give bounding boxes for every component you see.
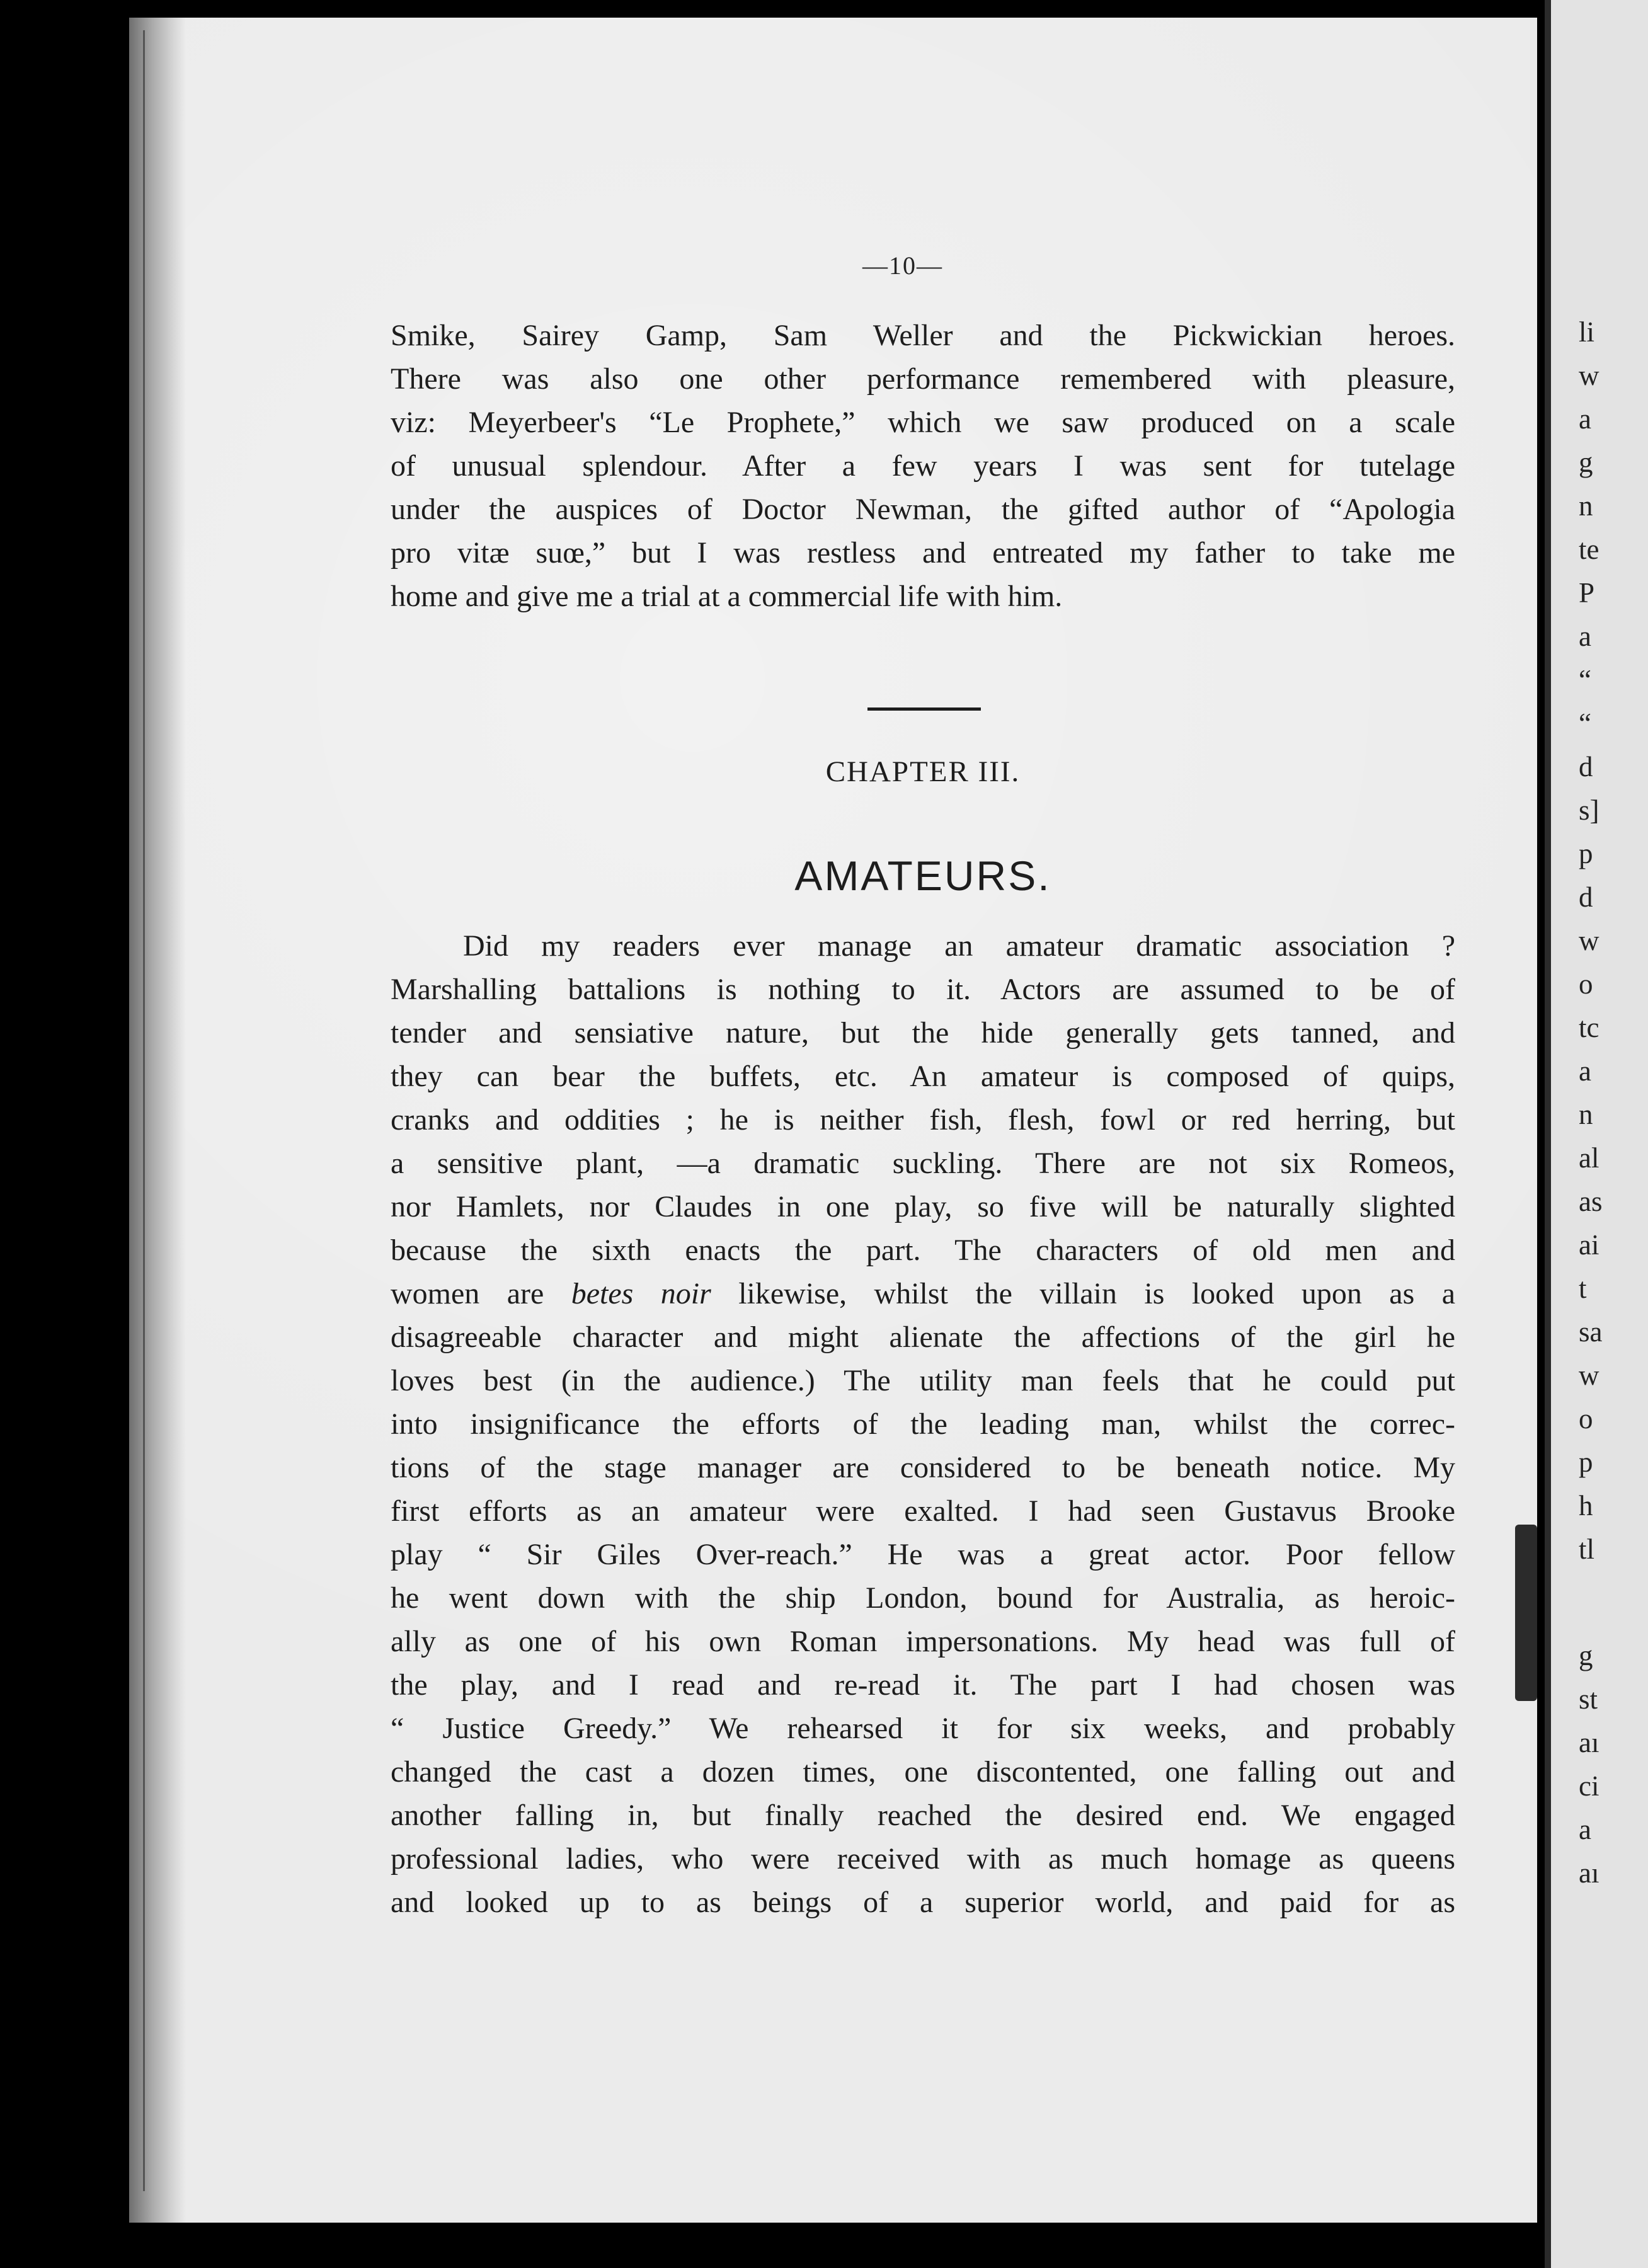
adjacent-page-fragment: “ [1579, 664, 1591, 696]
adjacent-page-fragment: sa [1579, 1316, 1603, 1348]
text-line: he went down with the ship London, bound for Australia, as heroic- [391, 1581, 1455, 1615]
adjacent-page-fragment: g [1579, 1640, 1593, 1671]
adjacent-page-fragment: a [1579, 621, 1591, 652]
adjacent-page-fragment: h [1579, 1490, 1593, 1521]
adjacent-page-fragment: s] [1579, 794, 1599, 826]
adjacent-page-fragment: a [1579, 1814, 1591, 1845]
adjacent-page-fragment: a [1579, 403, 1591, 435]
text-line: tender and sensiative nature, but the hide generally gets tanned, and [391, 1016, 1455, 1050]
adjacent-page-fragment: P [1579, 577, 1595, 609]
adjacent-page-fragment: w [1579, 925, 1599, 956]
adjacent-page-fragment: g [1579, 447, 1593, 478]
adjacent-page-fragment: a [1579, 1055, 1591, 1087]
chapter-title: AMATEURS. [794, 852, 1051, 899]
text-line: the play, and I read and re-read it. The part I had chosen was [391, 1668, 1455, 1702]
text-line: under the auspices of Doctor Newman, the gifted author of “Apologia [391, 493, 1455, 526]
text-line: women are betes noir likewise, whilst the villain is looked upon as a [391, 1277, 1456, 1310]
page-number: —10— [862, 251, 943, 280]
text-line: home and give me a trial at a commercial life with him. [391, 580, 1063, 613]
text-line: nor Hamlets, nor Claudes in one play, so five will be naturally slighted [391, 1190, 1455, 1223]
adjacent-page-fragment: st [1579, 1683, 1598, 1715]
adjacent-page-fragment: n [1579, 1099, 1593, 1130]
adjacent-page-fragment: aı [1579, 1727, 1599, 1758]
chapter-body [391, 924, 1455, 1924]
italic-phrase: betes noir [571, 1277, 711, 1310]
adjacent-page-fragment: o [1579, 1403, 1593, 1435]
adjacent-page-fragment: tl [1579, 1533, 1595, 1565]
adjacent-page-fragment: d [1579, 881, 1593, 913]
page-edge-shadow [129, 18, 186, 2223]
chapter-number: CHAPTER III. [825, 755, 1021, 788]
adjacent-page-fragment: aı [1579, 1857, 1599, 1889]
text-line: they can bear the buffets, etc. An amateur is composed of quips, [391, 1060, 1455, 1093]
adjacent-page-fragment: as [1579, 1186, 1603, 1217]
adjacent-page-fragment: tc [1579, 1012, 1599, 1043]
text-line: viz: Meyerbeer's “Le Prophete,” which we saw produced on a scale [391, 406, 1455, 439]
adjacent-page-fragment: te [1579, 534, 1599, 565]
adjacent-page-edge [1545, 0, 1648, 2268]
adjacent-page-fragment: w [1579, 360, 1599, 391]
text-line: Did my readers ever manage an amateur dramatic association ? [463, 929, 1455, 963]
adjacent-page-fragment: p [1579, 838, 1593, 869]
gutter-shadow [1515, 1525, 1537, 1701]
adjacent-page-fragment: “ [1579, 707, 1591, 739]
text-line: another falling in, but finally reached the desired end. We engaged [391, 1799, 1455, 1832]
text-line: first efforts as an amateur were exalted. I had seen Gustavus Brooke [391, 1494, 1455, 1528]
text-line: Marshalling battalions is nothing to it. Actors are assumed to be of [391, 973, 1455, 1006]
text-line: loves best (in the audience.) The utility man feels that he could put [391, 1364, 1455, 1397]
adjacent-page-fragment: al [1579, 1142, 1599, 1174]
text-line: changed the cast a dozen times, one discontented, one falling out and [391, 1755, 1455, 1789]
adjacent-page-fragment: ai [1579, 1229, 1599, 1261]
binding-line [143, 30, 145, 2191]
section-divider [867, 707, 981, 711]
adjacent-page-fragment: o [1579, 968, 1593, 1000]
adjacent-page-fragment: t [1579, 1273, 1587, 1304]
text-line: “ Justice Greedy.” We rehearsed it for six weeks, and probably [391, 1712, 1455, 1745]
text-line: There was also one other performance remembered with pleasure, [391, 362, 1455, 396]
adjacent-page-fragment: w [1579, 1360, 1599, 1391]
text-line: a sensitive plant, —a dramatic suckling. There are not six Romeos, [391, 1147, 1455, 1180]
text-line: pro vitæ suœ,” but I was restless and entreated my father to take me [391, 536, 1455, 570]
adjacent-page-fragment: li [1579, 316, 1595, 348]
text-line: and looked up to as beings of a superior world, and paid for as [391, 1886, 1455, 1919]
text-line: professional ladies, who were received with as much homage as queens [391, 1842, 1455, 1876]
text-line: play “ Sir Giles Over-reach.” He was a great actor. Poor fellow [391, 1538, 1455, 1571]
intro-paragraph [391, 314, 1455, 618]
adjacent-page-fragment: p [1579, 1446, 1593, 1478]
text-line: Smike, Sairey Gamp, Sam Weller and the Pickwickian heroes. [391, 319, 1455, 352]
text-line: ally as one of his own Roman impersonations. My head was full of [391, 1625, 1455, 1658]
text-line: disagreeable character and might alienate the affections of the girl he [391, 1320, 1455, 1354]
adjacent-page-fragment: d [1579, 751, 1593, 782]
text-line: tions of the stage manager are considered to be beneath notice. My [391, 1451, 1455, 1484]
text-line: into insignificance the efforts of the leading man, whilst the correc- [391, 1407, 1455, 1441]
text-line: cranks and oddities ; he is neither fish, flesh, fowl or red herring, but [391, 1103, 1455, 1137]
text-line: of unusual splendour. After a few years I was sent for tutelage [391, 449, 1455, 483]
adjacent-page-fragment: ci [1579, 1770, 1599, 1802]
adjacent-page-fragment: n [1579, 490, 1593, 522]
text-line: because the sixth enacts the part. The characters of old men and [391, 1234, 1455, 1267]
